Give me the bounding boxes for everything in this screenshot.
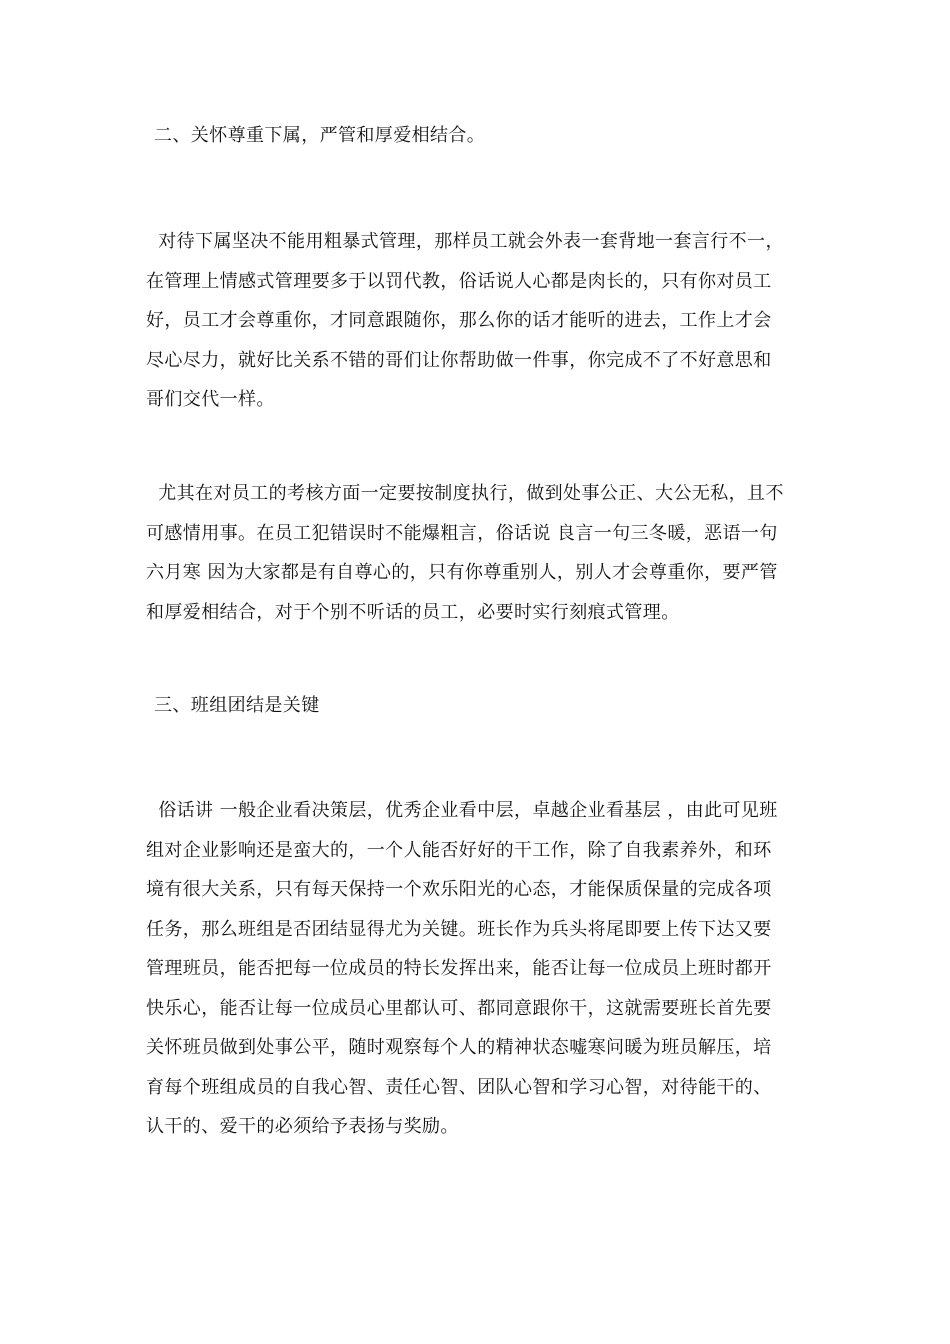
paragraph-line: 六月寒 因为大家都是有自尊心的，只有你尊重别人，别人才会尊重你，要严管 [146, 562, 778, 583]
heading-line: 二、关怀尊重下属，严管和厚爱相结合。 [154, 125, 486, 146]
heading-line: 三、班组团结是关键 [154, 695, 320, 716]
paragraph-line: 关怀班员做到处事公平，随时观察每个人的精神状态嘘寒问暖为班员解压，培 [146, 1037, 772, 1058]
paragraph-assessment [146, 474, 810, 632]
paragraph-line: 在管理上情感式管理要多于以罚代教，俗话说人心都是肉长的，只有你对员工 [146, 270, 772, 292]
paragraph-line: 育每个班组成员的自我心智、责任心智、团队心智和学习心智，对待能干的、 [146, 1076, 772, 1098]
paragraph-team-unity [146, 791, 810, 1147]
paragraph-line: 管理班员，能否把每一位成员的特长发挥出来，能否让每一位成员上班时都开 [146, 958, 772, 979]
paragraph-line: 好，员工才会尊重你，才同意跟随你，那么你的话才能听的进去，工作上才会 [146, 310, 772, 331]
paragraph-line: 和厚爱相结合，对于个别不听话的员工，必要时实行刻痕式管理。 [146, 601, 680, 623]
paragraph-line: 认干的、爱干的必须给予表扬与奖励。 [146, 1116, 459, 1137]
paragraph-line: 任务，那么班组是否团结显得尤为关键。班长作为兵头将尾即要上传下达又要 [146, 918, 772, 940]
paragraph-line: 境有很大关系，只有每天保持一个欢乐阳光的心态，才能保质保量的完成各项 [146, 879, 772, 900]
paragraph-line: 可感情用事。在员工犯错误时不能爆粗言，俗话说 良言一句三冬暖，恶语一句 [146, 522, 778, 544]
paragraph-line: 哥们交代一样。 [146, 389, 275, 410]
section-heading-2 [146, 116, 810, 156]
section-heading-3 [146, 686, 810, 726]
paragraph-line: 快乐心，能否让每一位成员心里都认可、都同意跟你干，这就需要班长首先要 [146, 997, 772, 1019]
paragraph-line: 尤其在对员工的考核方面一定要按制度执行，做到处事公正、大公无私，且不 [146, 483, 784, 504]
paragraph-line: 组对企业影响还是蛮大的，一个人能否好好的干工作，除了自我素养外，和环 [146, 839, 772, 861]
paragraph-line: 尽心尽力，就好比关系不错的哥们让你帮助做一件事，你完成不了不好意思和 [146, 349, 772, 371]
paragraph-manage-subordinates [146, 222, 810, 420]
paragraph-line: 俗话讲 一般企业看决策层，优秀企业看中层，卓越企业看基层 ，由此可见班 [146, 800, 778, 821]
paragraph-line: 对待下属坚决不能用粗暴式管理，那样员工就会外表一套背地一套言行不一， [146, 231, 784, 252]
